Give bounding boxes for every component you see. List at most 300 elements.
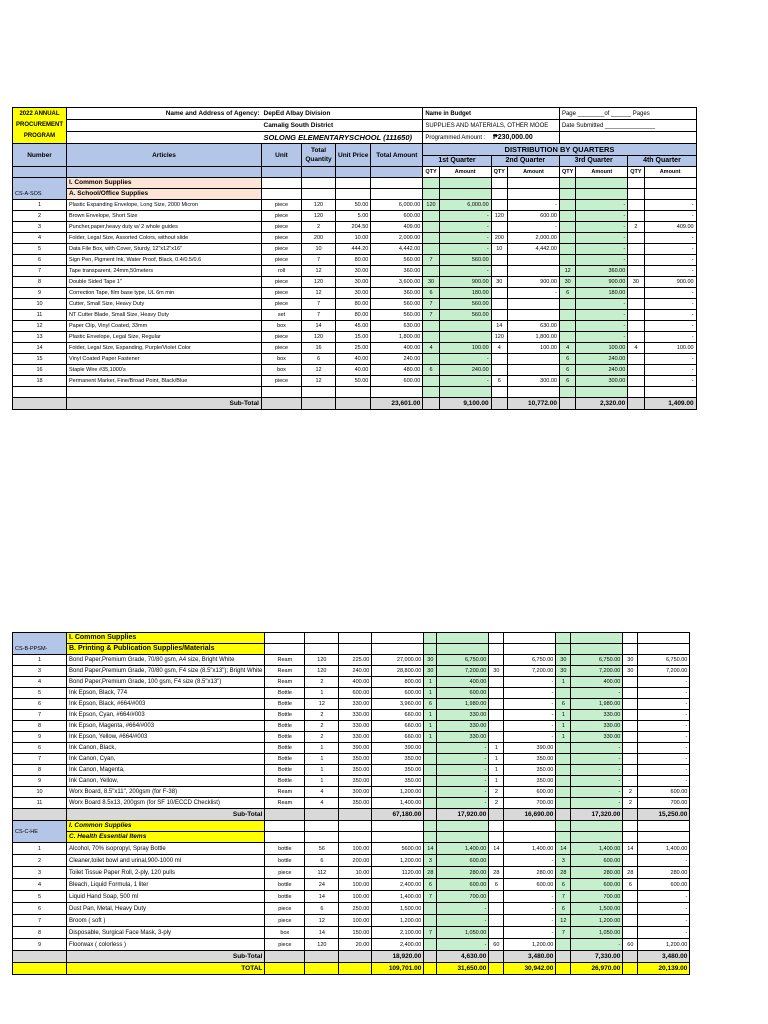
q3-qty: 7 (556, 927, 571, 939)
q2-amount: 630.00 (507, 321, 559, 332)
q4-qty (623, 699, 638, 710)
q4-amount: - (638, 765, 690, 776)
item-total-amount: 600.00 (371, 376, 423, 387)
q1-amount (439, 321, 491, 332)
q3-amount: 100.00 (576, 343, 628, 354)
item-unit: Bottle (265, 688, 305, 699)
q3-amount: 1,980.00 (571, 699, 623, 710)
q2-qty (491, 266, 507, 277)
col-unit-price: Unit Price (336, 144, 371, 167)
item-article: Paper Clip, Vinyl Coated, 33mm (67, 321, 262, 332)
q4-qty (623, 710, 638, 721)
q1-qty: 4 (423, 343, 439, 354)
item-unit: Bottle (265, 710, 305, 721)
item-unit: piece (265, 903, 305, 915)
q2-qty: 120 (491, 332, 507, 343)
q1-qty: 6 (424, 699, 437, 710)
item-article: Folder, Legal Size, Expanding, Purple/Violet Color (67, 343, 262, 354)
q4-qty (628, 299, 644, 310)
q3-qty: 6 (556, 699, 571, 710)
item-unit-price: 330.00 (339, 710, 372, 721)
item-unit: piece (262, 255, 302, 266)
q3-amount: 700.00 (571, 891, 623, 903)
q1-amount: 180.00 (439, 288, 491, 299)
col-number: Number (13, 144, 67, 167)
q4-amount: - (638, 688, 690, 699)
q1-amount: - (437, 903, 489, 915)
q2-qty (489, 903, 504, 915)
q4-qty (628, 332, 644, 343)
item-total-qty: 24 (305, 879, 339, 891)
q3-amount: 240.00 (576, 365, 628, 376)
item-total-amount: 660.00 (372, 732, 424, 743)
q3-amount: - (576, 233, 628, 244)
q2-qty (489, 699, 504, 710)
q2-amount: 900.00 (507, 277, 559, 288)
item-article: Vinyl Coated Paper Fastener (67, 354, 262, 365)
item-number: 1 (13, 200, 67, 211)
item-unit: box (262, 365, 302, 376)
q1-amount: 240.00 (439, 365, 491, 376)
item-unit-price: 100.00 (339, 843, 372, 855)
item-article: Ink Epson, Magenta, #664/#003 (67, 721, 265, 732)
q1-amount: - (439, 222, 491, 233)
q1-qty (423, 211, 439, 222)
item-total-qty: 12 (302, 365, 336, 376)
table-row (13, 743, 690, 754)
item-total-qty: 120 (305, 655, 339, 666)
subtotal-label: Sub-Total (67, 809, 265, 821)
q1-qty: 6 (424, 879, 437, 891)
table-row (13, 343, 697, 354)
section-code: CS-A-SOS (13, 178, 67, 200)
q4-amount: - (638, 732, 690, 743)
q4-qty (623, 891, 638, 903)
q2-amount: 390.00 (504, 743, 556, 754)
item-unit-price: 10.00 (336, 233, 371, 244)
item-article: Plastic Expanding Envelope, Long Size, 2000 Micron (67, 200, 262, 211)
q4-qty (628, 288, 644, 299)
item-total-qty: 16 (302, 343, 336, 354)
q3-qty (556, 787, 571, 798)
table-row (13, 765, 690, 776)
q4-qty: 6 (623, 879, 638, 891)
item-total-qty: 120 (302, 211, 336, 222)
item-unit-price: 250.00 (339, 903, 372, 915)
q1-amount: 560.00 (439, 299, 491, 310)
q4-qty (628, 266, 644, 277)
item-number: 9 (13, 732, 67, 743)
item-number: 9 (13, 288, 67, 299)
item-number: 4 (13, 677, 67, 688)
q4-amount: - (638, 743, 690, 754)
item-total-amount: 1,200.00 (372, 787, 424, 798)
item-total-amount: 600.00 (372, 688, 424, 699)
section-title: I. Common Supplies (67, 821, 265, 832)
subtotal-q4: 3,480.00 (638, 951, 690, 963)
table-row (13, 710, 690, 721)
subtotal-q2: 16,690.00 (504, 809, 556, 821)
item-article: Puncher,paper,heavy duty w/ 2 whole guides (67, 222, 262, 233)
q3-amount: 1,200.00 (571, 915, 623, 927)
q2-amount: - (507, 222, 559, 233)
q1-qty: 6 (423, 365, 439, 376)
q3-amount: 400.00 (571, 677, 623, 688)
q3-qty: 1 (556, 710, 571, 721)
q2-amount: 280.00 (504, 867, 556, 879)
q4-amount: - (644, 266, 696, 277)
item-number: 14 (13, 343, 67, 354)
q4-amount: 280.00 (638, 867, 690, 879)
col-qty: QTY (559, 167, 575, 178)
item-total-qty: 120 (302, 200, 336, 211)
table-row (13, 721, 690, 732)
col-q3: 3rd Quarter (559, 155, 627, 167)
item-article: Brown Envelope, Short Size (67, 211, 262, 222)
item-unit: Ream (265, 655, 305, 666)
item-total-amount: 660.00 (372, 710, 424, 721)
q1-qty: 7 (423, 299, 439, 310)
q3-amount: 600.00 (571, 855, 623, 867)
item-total-amount: 360.00 (371, 288, 423, 299)
q2-amount: 300.00 (507, 376, 559, 387)
q3-amount: 7,200.00 (571, 666, 623, 677)
q1-amount: - (437, 787, 489, 798)
item-number: 6 (13, 699, 67, 710)
item-unit-price: 330.00 (339, 721, 372, 732)
q4-qty: 2 (623, 787, 638, 798)
q2-amount: 1,200.00 (504, 939, 556, 951)
item-unit-price: 40.00 (336, 354, 371, 365)
item-article: NT Cutter Blade, Small Size, Heavy Duty (67, 310, 262, 321)
q3-qty (556, 688, 571, 699)
q1-qty: 1 (424, 732, 437, 743)
q1-amount: 560.00 (439, 255, 491, 266)
section-b-rows (13, 655, 690, 809)
q2-qty: 2 (489, 798, 504, 809)
section-code: CS-C-HE (13, 821, 67, 843)
q2-qty: 10 (491, 244, 507, 255)
item-total-amount: 390.00 (372, 743, 424, 754)
q2-qty: 28 (489, 867, 504, 879)
q2-qty (489, 710, 504, 721)
school-name: SOLONG ELEMENTARYSCHOOL (111650) (262, 132, 423, 144)
item-total-qty: 1 (305, 754, 339, 765)
item-article: Ink Epson, Black, 774 (67, 688, 265, 699)
table-row (13, 843, 690, 855)
q1-qty (423, 332, 439, 343)
q3-qty (559, 222, 575, 233)
item-total-amount: 1,200.00 (372, 915, 424, 927)
item-number: 8 (13, 721, 67, 732)
q3-amount: - (576, 332, 628, 343)
item-number: 8 (13, 927, 67, 939)
item-total-qty: 7 (302, 310, 336, 321)
item-unit: piece (262, 343, 302, 354)
col-qty: QTY (491, 167, 507, 178)
q4-amount: - (638, 915, 690, 927)
item-unit: piece (262, 277, 302, 288)
table-row (13, 299, 697, 310)
q3-qty: 6 (559, 354, 575, 365)
section-subtitle: A. School/Office Supplies (67, 189, 262, 200)
budget-name: SUPPLIES AND MATERIALS, OTHER MOOE (423, 120, 560, 132)
grand-total-q4: 20,139.00 (638, 963, 690, 975)
item-number: 4 (13, 233, 67, 244)
table-row (13, 233, 697, 244)
q4-qty (623, 776, 638, 787)
item-unit: piece (265, 867, 305, 879)
item-total-amount: 3,960.00 (372, 699, 424, 710)
table-row (13, 855, 690, 867)
table-row (13, 677, 690, 688)
item-total-qty: 2 (305, 710, 339, 721)
q3-qty: 1 (556, 732, 571, 743)
q3-amount: 1,500.00 (571, 903, 623, 915)
col-amount: Amount (644, 167, 696, 178)
q3-qty: 6 (559, 288, 575, 299)
subtotal-q3: 2,320.00 (576, 398, 628, 410)
subtotal-q1: 9,100.00 (439, 398, 491, 410)
item-unit-price: 50.00 (336, 376, 371, 387)
item-article: Worx Board, 8.5"x11", 200gsm (for F-38) (67, 787, 265, 798)
q4-qty: 2 (628, 222, 644, 233)
q3-amount: - (571, 688, 623, 699)
item-total-amount: 560.00 (371, 255, 423, 266)
q1-qty: 1 (424, 677, 437, 688)
q1-amount: 560.00 (439, 310, 491, 321)
item-article: Permanent Marker, Fine/Broad Point, Black/Blue (67, 376, 262, 387)
q3-amount: - (576, 244, 628, 255)
item-total-amount: 2,400.00 (372, 939, 424, 951)
item-total-amount: 1,500.00 (372, 903, 424, 915)
item-total-amount: 1,200.00 (372, 855, 424, 867)
q4-qty (623, 732, 638, 743)
item-unit-price: 45.00 (336, 321, 371, 332)
table-row (13, 277, 697, 288)
item-unit: Ream (265, 677, 305, 688)
item-total-amount: 2,400.00 (372, 879, 424, 891)
item-article: Ink Epson, Cyan, #664/#003 (67, 710, 265, 721)
q3-qty: 30 (556, 666, 571, 677)
q3-qty (559, 310, 575, 321)
q1-amount: - (439, 266, 491, 277)
agency-label: Name and Address of Agency: (67, 108, 262, 120)
item-total-qty: 1 (305, 743, 339, 754)
q2-qty: 6 (489, 879, 504, 891)
item-number: 3 (13, 222, 67, 233)
q3-amount: 900.00 (576, 277, 628, 288)
item-unit-price: 5.00 (336, 211, 371, 222)
item-total-amount: 480.00 (371, 365, 423, 376)
item-article: Cleaner,toilet bowl and urinal,900-1000 ml (67, 855, 265, 867)
item-article: Tape transparent, 24mm,50meters (67, 266, 262, 277)
q2-qty: 1 (489, 765, 504, 776)
q1-amount: 900.00 (439, 277, 491, 288)
item-total-amount: 400.00 (371, 343, 423, 354)
q1-amount: - (437, 776, 489, 787)
q4-amount: 900.00 (644, 277, 696, 288)
q1-qty: 14 (424, 843, 437, 855)
item-unit: Bottle (265, 765, 305, 776)
q3-qty: 12 (559, 266, 575, 277)
subtotal-total: 23,601.00 (371, 398, 423, 410)
q1-qty (423, 376, 439, 387)
q2-qty: 30 (489, 666, 504, 677)
item-article: Ink Epson, Yellow, #664/#003 (67, 732, 265, 743)
item-total-qty: 2 (305, 721, 339, 732)
item-total-qty: 14 (305, 891, 339, 903)
q4-amount: - (644, 255, 696, 266)
item-number: 5 (13, 244, 67, 255)
item-unit-price: 600.00 (339, 688, 372, 699)
table-row (13, 354, 697, 365)
item-number: 4 (13, 879, 67, 891)
item-total-qty: 12 (305, 699, 339, 710)
q1-qty (423, 233, 439, 244)
item-unit: Ream (265, 787, 305, 798)
q1-qty (424, 915, 437, 927)
q4-amount: - (644, 299, 696, 310)
subtotal-q3: 17,320.00 (571, 809, 623, 821)
q3-qty (559, 321, 575, 332)
q4-amount: - (644, 244, 696, 255)
table-row (13, 732, 690, 743)
q2-amount: - (504, 891, 556, 903)
item-unit-price: 100.00 (339, 879, 372, 891)
item-unit-price: 15.00 (336, 332, 371, 343)
q3-qty (556, 743, 571, 754)
q2-amount: 350.00 (504, 776, 556, 787)
q3-qty (559, 244, 575, 255)
q3-amount: 180.00 (576, 288, 628, 299)
item-unit-price: 25.00 (336, 343, 371, 354)
q2-amount (507, 299, 559, 310)
item-unit-price: 30.00 (336, 266, 371, 277)
q2-amount: 7,200.00 (504, 666, 556, 677)
q2-amount: - (504, 903, 556, 915)
q4-amount: 100.00 (644, 343, 696, 354)
q1-amount: 330.00 (437, 721, 489, 732)
q1-amount: 6,000.00 (439, 200, 491, 211)
item-total-amount: 800.00 (372, 677, 424, 688)
q2-qty: 2 (489, 787, 504, 798)
q2-qty (489, 677, 504, 688)
q2-qty (491, 365, 507, 376)
item-number: 7 (13, 915, 67, 927)
item-total-amount: 1,800.00 (371, 332, 423, 343)
subtotal-total: 67,180.00 (372, 809, 424, 821)
q3-amount: 600.00 (571, 879, 623, 891)
q2-amount (507, 266, 559, 277)
q4-amount: - (644, 211, 696, 222)
q4-amount: 600.00 (638, 879, 690, 891)
q1-amount: - (437, 765, 489, 776)
q4-qty (623, 915, 638, 927)
item-total-qty: 6 (302, 354, 336, 365)
item-total-amount: 5600.00 (372, 843, 424, 855)
item-unit-price: 100.00 (339, 891, 372, 903)
q2-qty (489, 655, 504, 666)
q1-amount: - (437, 939, 489, 951)
item-number: 16 (13, 365, 67, 376)
section-c-rows (13, 843, 690, 951)
q4-qty: 30 (628, 277, 644, 288)
item-total-amount: 2,000.00 (371, 233, 423, 244)
item-article: Broom ( soft ) (67, 915, 265, 927)
q2-qty: 14 (489, 843, 504, 855)
col-articles: Articles (67, 144, 262, 167)
q1-qty (423, 321, 439, 332)
item-unit: piece (262, 376, 302, 387)
item-unit-price: 350.00 (339, 798, 372, 809)
q3-amount: 240.00 (576, 354, 628, 365)
q3-amount: 360.00 (576, 266, 628, 277)
q2-amount (507, 310, 559, 321)
q1-amount: 400.00 (437, 677, 489, 688)
item-number: 13 (13, 332, 67, 343)
q2-qty: 1 (489, 754, 504, 765)
item-total-amount: 560.00 (371, 299, 423, 310)
q3-amount: - (571, 765, 623, 776)
table-row (13, 288, 697, 299)
item-unit-price: 444.20 (336, 244, 371, 255)
q3-amount: - (576, 310, 628, 321)
q2-amount: - (507, 200, 559, 211)
table-row (13, 666, 690, 677)
q4-amount: - (644, 321, 696, 332)
q4-amount: - (644, 288, 696, 299)
q2-amount: 6,750.00 (504, 655, 556, 666)
item-article: Cutter, Small Size, Heavy Duty (67, 299, 262, 310)
q2-amount: - (504, 915, 556, 927)
item-number: 3 (13, 666, 67, 677)
q2-qty: 60 (489, 939, 504, 951)
q3-qty (556, 754, 571, 765)
q3-amount: 300.00 (576, 376, 628, 387)
item-unit: set (262, 310, 302, 321)
item-article: Correction Tape, film base type, UL 6m min (67, 288, 262, 299)
q2-amount: - (504, 732, 556, 743)
q4-qty (623, 765, 638, 776)
item-total-qty: 12 (302, 376, 336, 387)
q2-amount: 4,442.00 (507, 244, 559, 255)
col-qty: QTY (423, 167, 439, 178)
q4-amount: - (644, 354, 696, 365)
item-unit-price: 240.00 (339, 666, 372, 677)
table-row (13, 255, 697, 266)
col-distribution: DISTRIBUTION BY QUARTERS (423, 144, 696, 156)
item-total-qty: 7 (302, 299, 336, 310)
q3-amount: - (576, 200, 628, 211)
q3-qty: 6 (556, 903, 571, 915)
q1-qty (424, 787, 437, 798)
item-number: 10 (13, 787, 67, 798)
q4-amount: - (644, 233, 696, 244)
q4-qty: 30 (623, 655, 638, 666)
q1-qty: 28 (424, 867, 437, 879)
q2-amount: - (507, 288, 559, 299)
item-article: Ink Canon, Magenta, (67, 765, 265, 776)
table-row (13, 776, 690, 787)
subtotal-q4: 15,250.00 (638, 809, 690, 821)
q3-amount: - (571, 798, 623, 809)
table-row (13, 688, 690, 699)
q2-amount: 700.00 (504, 798, 556, 809)
table-row (13, 891, 690, 903)
item-total-qty: 4 (305, 787, 339, 798)
col-q4: 4th Quarter (628, 155, 696, 167)
